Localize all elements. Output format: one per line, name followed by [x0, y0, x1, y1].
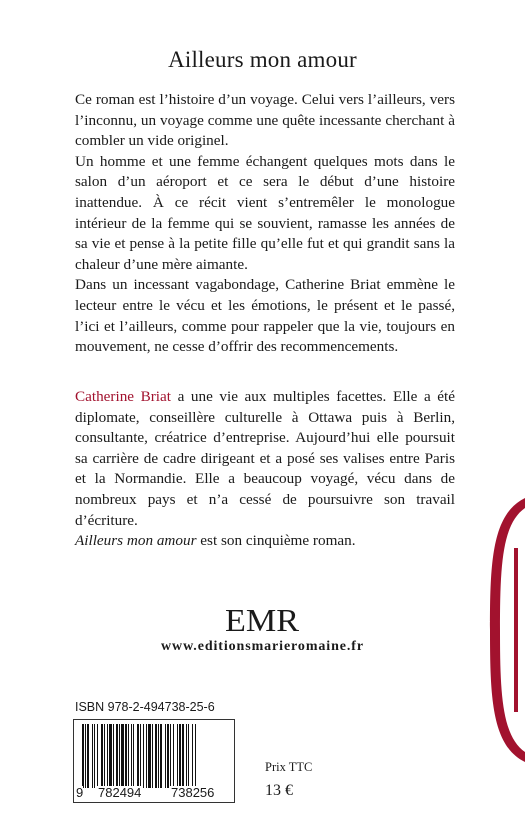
barcode-digit-lead: 9 — [76, 785, 84, 800]
author-bio-text: a une vie aux multiples facettes. Elle a été diplomate, conseillère culturelle à Ottawa puis à Berlin, consultante, créatrice d’entreprise. Aujourd’hui elle poursuit sa carrière de cadre dirigeant et a posé ses valises entre Paris et la Normandie. Elle a beaucoup voyagé, vécu dans de nombreux pays et n’a cessé de poursuivre son travail d’écriture. — [75, 388, 456, 529]
decorative-bracket-mark — [484, 498, 525, 762]
isbn-number: ISBN 978-2-494738-25-6 — [75, 700, 215, 714]
barcode-digit-group-left: 782494 — [98, 785, 142, 800]
author-name: Catherine Briat — [75, 388, 171, 405]
publisher-logo — [222, 600, 302, 640]
synopsis-paragraph: Dans un incessant vagabondage, Catherine Briat emmène le lecteur entre le vécu et les émotions, le présent et le passé, l’ici et l’ailleurs, comme pour rappeler que la vie, toujours en mouvement, ne cesse d’offrir des recommencements. — [75, 276, 455, 356]
barcode-digit-group-right: 738256 — [171, 785, 215, 800]
price-value: 13 € — [265, 782, 293, 799]
publisher-logo-text: EMR — [225, 602, 300, 638]
book-title: Ailleurs mon amour — [168, 47, 357, 72]
closing-text: est son cinquième roman. — [196, 532, 356, 550]
synopsis-paragraph: Ce roman est l’histoire d’un voyage. Celui vers l’ailleurs, vers l’inconnu, un voyage comme une quête incessante cherchant à combler un vide originel. — [75, 91, 455, 150]
author-bio-paragraph — [75, 387, 455, 531]
author-bio-closing — [75, 531, 455, 552]
synopsis-paragraph: Un homme et une femme échangent quelques mots dans le salon d’un aéroport et ce sera le début d’une histoire inattendue. À ce récit vient s’entremêler le monologue intérieur de la femme qui se souvient, ramasse les années de sa vie et pense à la petite fille qu’elle fut et qui grandit sans la chaleur d’une mère aimante. — [75, 152, 455, 273]
price-label: Prix TTC — [265, 760, 313, 774]
barcode-digits — [74, 786, 234, 800]
publisher-website: www.editionsmarieromaine.fr — [161, 639, 364, 654]
author-bio — [75, 387, 455, 552]
synopsis — [75, 90, 455, 358]
book-title-italic: Ailleurs mon amour — [75, 532, 197, 550]
barcode — [73, 719, 235, 803]
